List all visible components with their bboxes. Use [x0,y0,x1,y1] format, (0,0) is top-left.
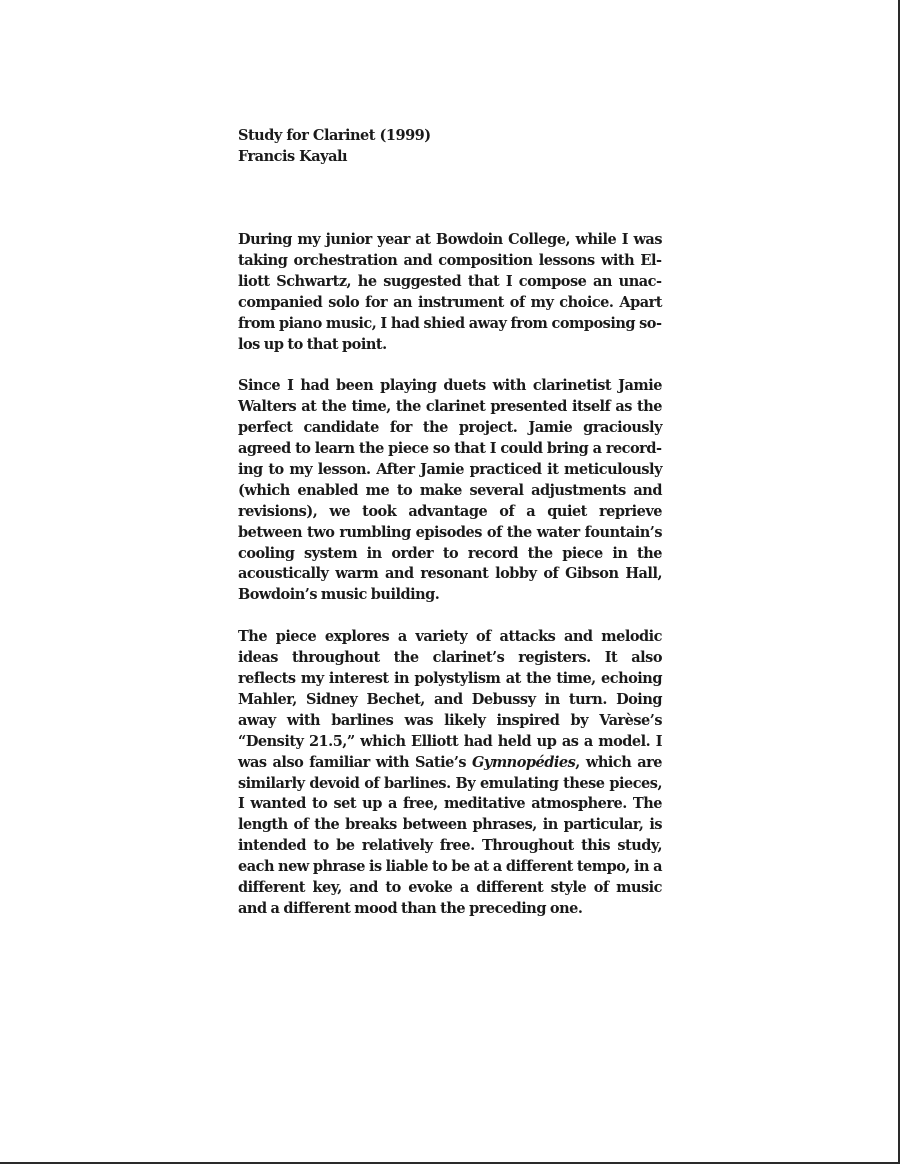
paragraph-1: During my junior year at Bowdoin College, while I was taking orchestration and composition lessons with Elliott Schwartz, he suggested that I compose an unaccompanied solo for an instrument of my choice. Apart from piano music, I had shied away from composing solos up to that point. [238,231,662,353]
document-title: Study for Clarinet (1999) [238,127,431,144]
paragraph-2: Since I had been playing duets with clarinetist Jamie Walters at the time, the clarinet presented itself as the perfect candidate for the project. Jamie graciously agreed to learn the piece so that I could bring a recording to my lesson. After Jamie practiced it meticulously (which enabled me to make several adjustments and revisions), we took advantage of a quiet reprieve between two rumbling episodes of the water fountain’s cooling system in order to record the piece in the acoustically warm and resonant lobby of Gibson Hall, Bowdoin’s music building. [238,377,662,604]
document-body [238,230,662,920]
document-header [238,125,662,167]
document-page [238,125,662,941]
paragraph-3-text-end: , which are similarly devoid of barlines. By emulating these pieces, I wanted to set up a free, meditative atmosphere. The length of the breaks between phrases, in particular, is intended to be relatively free. Throughout this study, each new phrase is liable to be at a different tempo, in a different key, and to evoke a different style of music and a different mood than the preceding one. [238,753,662,917]
paragraph-3 [238,627,662,920]
document-author: Francis Kayalı [238,148,347,165]
work-title-italic: Gymnopédies [472,753,576,771]
paragraph-3-text-start: The piece explores a variety of attacks and melodic ideas throughout the clarinet’s registers. It also reflects my interest in polystylism at the time, echoing Mahler, Sidney Bechet, and Debussy in turn. Doing away with barlines was likely inspired by Varèse’s “Density 21.5,” which Elliott had held up as a model. I was also familiar with Satie’s [238,628,662,771]
